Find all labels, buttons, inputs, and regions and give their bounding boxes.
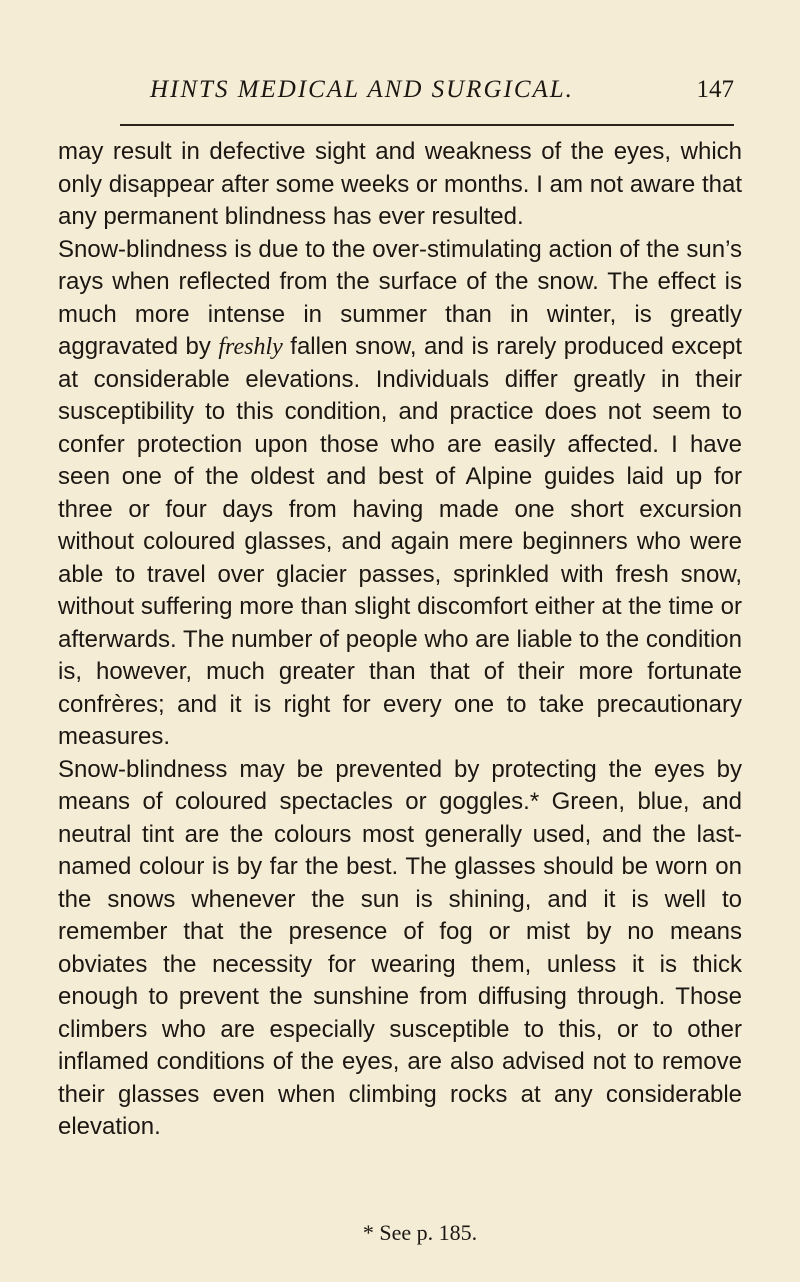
paragraph-2 <box>58 234 742 754</box>
footnote: * See p. 185. <box>362 1220 478 1245</box>
header-rule <box>120 124 734 126</box>
paragraph-3: Snow-blindness may be prevented by protecting the eyes by means of coloured spectacles or goggles.* Green, blue, and neutral tint are the colours most generally used, and the last-named colour is by far the best. The glasses should be worn on the snows whenever the sun is shining, and it is well to remember that the presence of fog or mist by no means obviates the necessity for wearing them, unless it is thick enough to prevent the sunshine from diffusing through. Those climbers who are especially susceptible to this, or to other inflamed conditions of the eyes, are also advised not to remove their glasses even when climbing rocks at any considerable elevation. <box>58 755 742 1140</box>
body-text <box>58 136 742 1144</box>
page-number: 147 <box>696 76 734 103</box>
paragraph-2-text-a: Snow-blindness is due to the over-stimulating action of the sun’s rays when reflected from the surface of the snow. The effect is much more intense in summer than in winter, is greatly aggravated by <box>58 235 742 360</box>
running-head <box>120 72 734 112</box>
paragraph-2-emphasis: freshly <box>218 334 283 360</box>
running-title: HINTS MEDICAL AND SURGICAL. <box>150 76 574 103</box>
paragraph-2-text-b: fallen snow, and is rarely produced except at considerable elevations. Individuals differ greatly in their susceptibility to this condition, and practice does not seem to confer protection upon those who are easily affected. I have seen one of the oldest and best of Alpine guides laid up for three or four days from having made one short excursion without coloured glasses, and again mere beginners who were able to travel over glacier passes, sprinkled with fresh snow, without suffering more than slight discomfort either at the time or afterwards. The number of people who are liable to the condition is, however, much greater than that of their more fortunate confrères; and it is right for every one to take precautionary measures. <box>58 333 742 750</box>
paragraph-1: may result in defective sight and weakness of the eyes, which only disappear after some weeks or months. I am not aware that any permanent blindness has ever resulted. <box>58 138 742 230</box>
